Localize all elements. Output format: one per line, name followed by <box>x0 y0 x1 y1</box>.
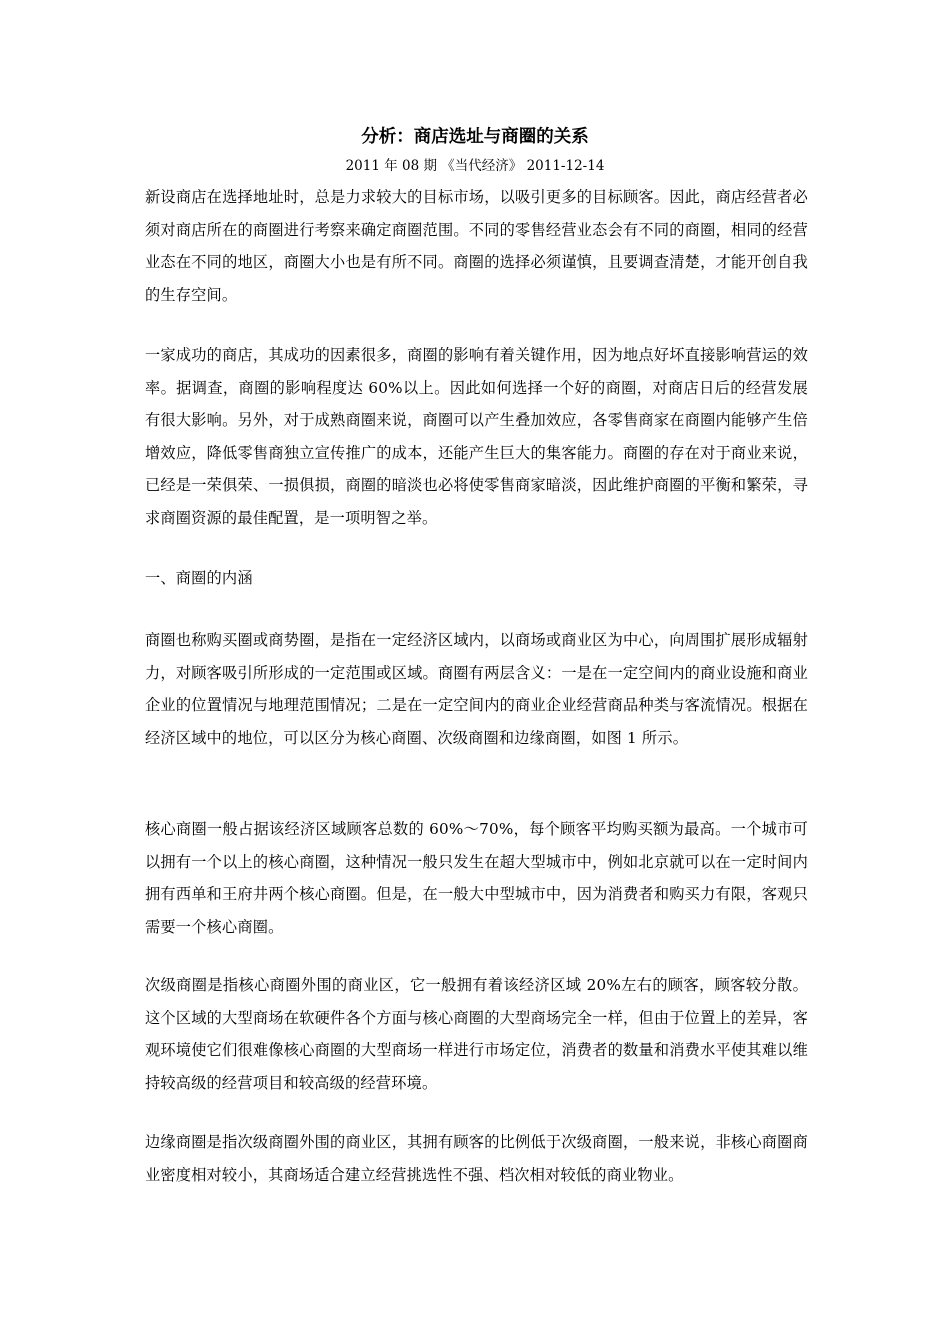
paragraph-core-zone: 核心商圈一般占据该经济区域顾客总数的 60%～70%，每个顾客平均购买额为最高。一个城市可以拥有一个以上的核心商圈，这种情况一般只发生在超大型城市中，例如北京就可以在一定时间内拥有西单和王府井两个核心商圈。但是，在一般大中型城市中，因为消费者和购买力有限，客观只需要一个核心商圈。 <box>145 820 808 936</box>
paragraph-intro: 新设商店在选择地址时，总是力求较大的目标市场，以吸引更多的目标顾客。因此，商店经营者必须对商店所在的商圈进行考察来确定商圈范围。不同的零售经营业态会有不同的商圈，相同的经营业态在不同的地区，商圈大小也是有所不同。商圈的选择必须谨慎，且要调查清楚，才能开创自我的生存空间。 <box>145 188 808 304</box>
article-title: 分析：商店选址与商圈的关系 <box>361 127 589 147</box>
paragraph-secondary-zone: 次级商圈是指核心商圈外围的商业区，它一般拥有着该经济区域 20%左右的顾客，顾客较分散。这个区域的大型商场在软硬件各个方面与核心商圈的大型商场完全一样，但由于位置上的差异，客观环境使它们很难像核心商圈的大型商场一样进行市场定位，消费者的数量和消费水平使其难以维持较高级的经营项目和较高级的经营环境。 <box>145 976 808 1092</box>
paragraph-importance: 一家成功的商店，其成功的因素很多，商圈的影响有着关键作用，因为地点好坏直接影响营运的效率。据调查，商圈的影响程度达 60%以上。因此如何选择一个好的商圈，对商店日后的经营发展有很大影响。另外，对于成熟商圈来说，商圈可以产生叠加效应，各零售商家在商圈内能够产生倍增效应，降低零售商独立宣传推广的成本，还能产生巨大的集客能力。商圈的存在对于商业来说，已经是一荣俱荣、一损俱损，商圈的暗淡也必将使零售商家暗淡，因此维护商圈的平衡和繁荣，寻求商圈资源的最佳配置，是一项明智之举。 <box>145 346 808 527</box>
paragraph-definition: 商圈也称购买圈或商势圈，是指在一定经济区域内，以商场或商业区为中心，向周围扩展形成辐射力，对顾客吸引所形成的一定范围或区域。商圈有两层含义：一是在一定空间内的商业设施和商业企业的位置情况与地理范围情况；二是在一定空间内的商业企业经营商品种类与客流情况。根据在经济区域中的地位，可以区分为核心商圈、次级商圈和边缘商圈，如图 1 所示。 <box>145 631 808 747</box>
paragraph-fringe-zone: 边缘商圈是指次级商圈外围的商业区，其拥有顾客的比例低于次级商圈，一般来说，非核心商圈商业密度相对较小，其商场适合建立经营挑选性不强、档次相对较低的商业物业。 <box>145 1133 808 1184</box>
section-heading: 一、商圈的内涵 <box>145 569 253 587</box>
article-meta: 2011 年 08 期 《当代经济》 2011-12-14 <box>345 158 605 174</box>
